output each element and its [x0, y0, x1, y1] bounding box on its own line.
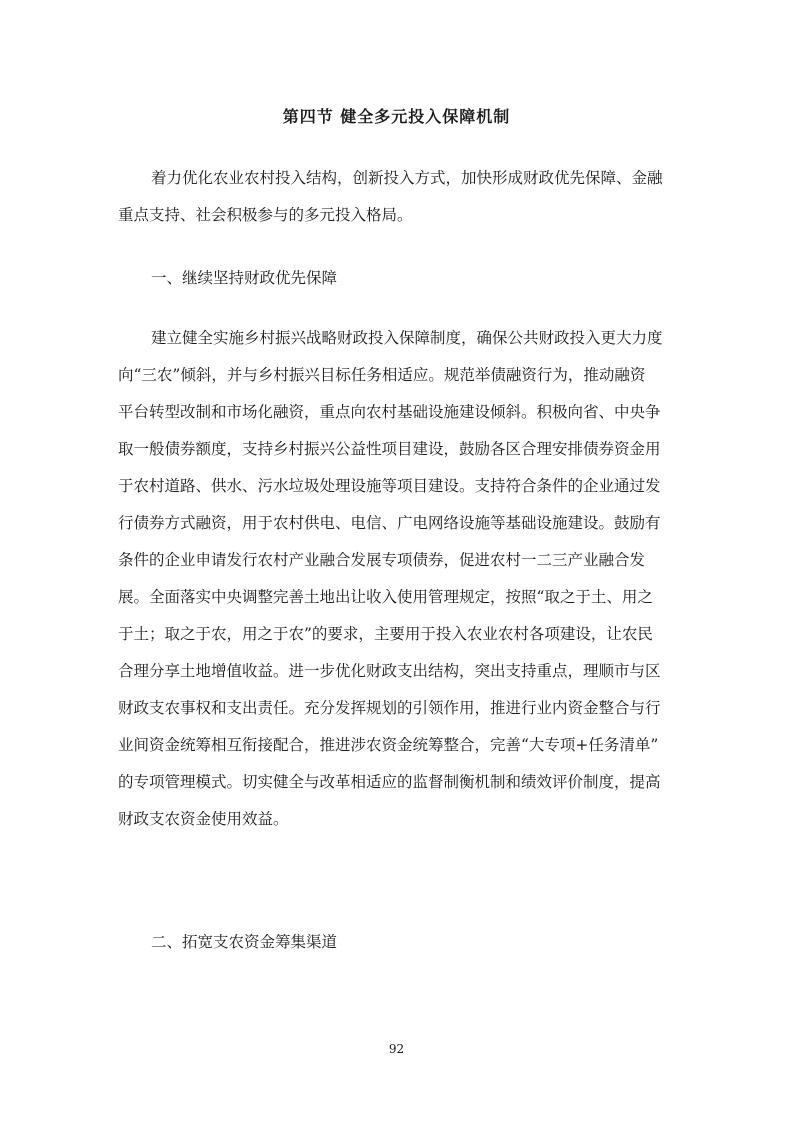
paragraph-line: 于农村道路、供水、污水垃圾处理设施等项目建设。支持符合条件的企业通过发 — [118, 477, 661, 495]
paragraph-line: 建立健全实施乡村振兴战略财政投入保障制度，确保公共财政投入更大力度 — [151, 329, 663, 347]
heading-1: 一、继续坚持财政优先保障 — [151, 269, 338, 287]
paragraph-line: 取一般债券额度，支持乡村振兴公益性项目建设，鼓励各区合理安排债券资金用 — [118, 440, 661, 458]
paragraph-line: 的专项管理模式。切实健全与改革相适应的监督制衡机制和绩效评价制度，提高 — [118, 773, 661, 791]
paragraph-line: 业间资金统筹相互衔接配合，推进涉农资金统筹整合，完善“大专项+任务清单” — [118, 736, 659, 754]
paragraph-line: 财政支农事权和支出责任。充分发挥规划的引领作用，推进行业内资金整合与行 — [118, 699, 661, 717]
page-number: 92 — [388, 1042, 405, 1056]
intro-paragraph — [118, 160, 682, 234]
paragraph-line: 于土；取之于农，用之于农”的要求，主要用于投入农业农村各项建设，让农民 — [118, 625, 653, 643]
paragraph-line: 行债券方式融资，用于农村供电、电信、广电网络设施等基础设施建设。鼓励有 — [118, 514, 661, 532]
heading-2: 二、拓宽支农资金筹集渠道 — [151, 933, 338, 951]
paragraph-line: 向“三农”倾斜，并与乡村振兴目标任务相适应。规范举债融资行为，推动融资 — [118, 366, 646, 384]
section-title: 第四节 健全多元投入保障机制 — [282, 107, 511, 126]
paragraph-line: 展。全面落实中央调整完善土地出让收入使用管理规定，按照“取之于土、用之 — [118, 588, 653, 606]
body-paragraph — [118, 320, 682, 838]
paragraph-line: 重点支持、社会积极参与的多元投入格局。 — [118, 206, 413, 224]
paragraph-line: 条件的企业申请发行农村产业融合发展专项债券，促进农村一二三产业融合发 — [118, 551, 646, 569]
paragraph-line: 着力优化农业农村投入结构，创新投入方式，加快形成财政优先保障、金融 — [151, 169, 663, 187]
paragraph-line: 合理分享土地增值收益。进一步优化财政支出结构，突出支持重点，理顺市与区 — [118, 662, 661, 680]
paragraph-line: 平台转型改制和市场化融资，重点向农村基础设施建设倾斜。积极向省、中央争 — [118, 403, 661, 421]
paragraph-line: 财政支农资金使用效益。 — [118, 810, 289, 828]
